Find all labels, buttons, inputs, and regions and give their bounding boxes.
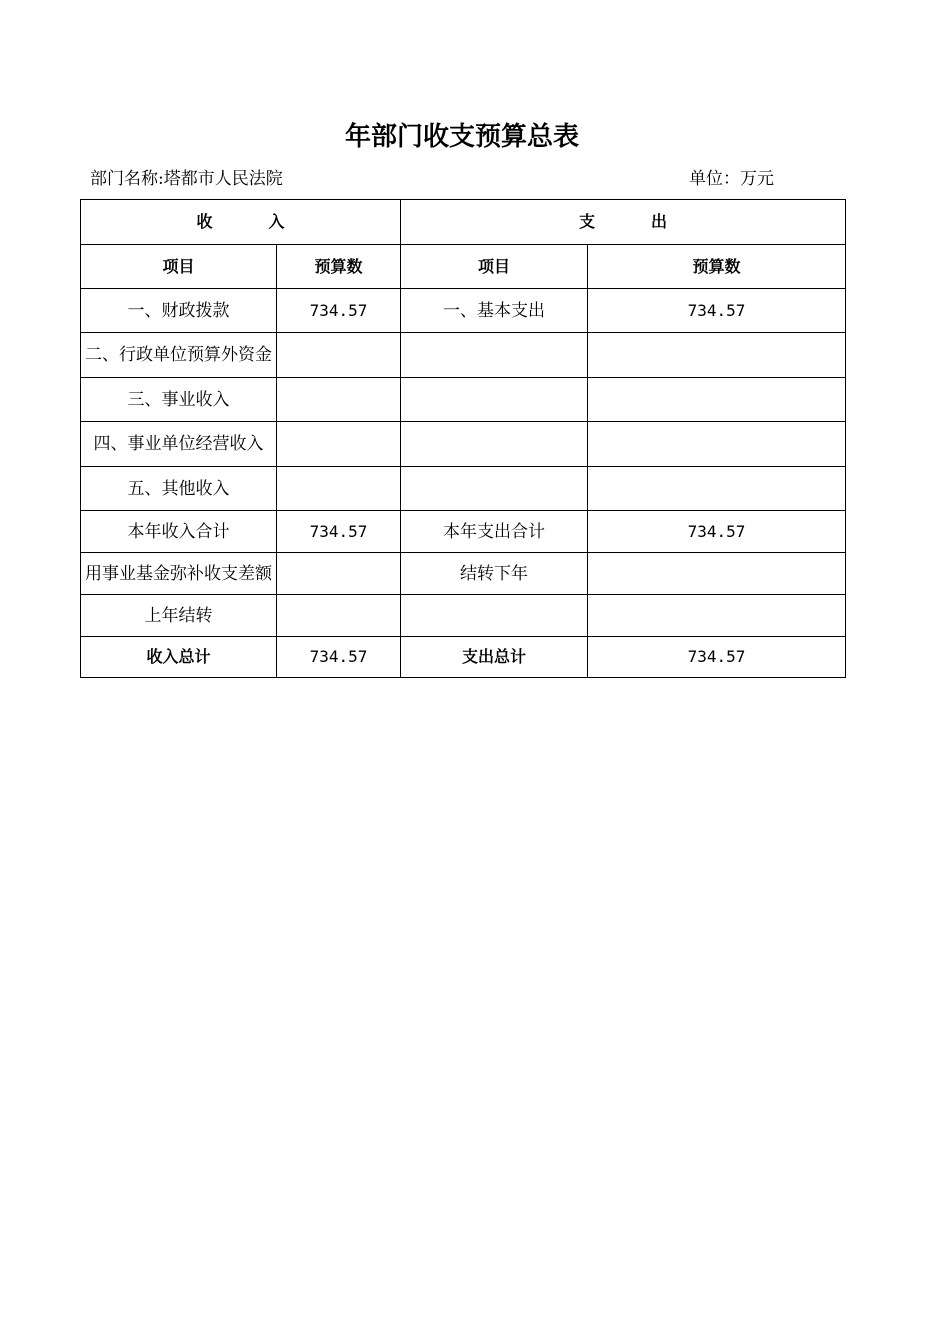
income-header-char-2: 入 bbox=[268, 212, 285, 231]
column-header-income-item: 项目 bbox=[81, 245, 277, 289]
expense-total-label: 支出总计 bbox=[401, 637, 588, 678]
expense-value-cell bbox=[588, 333, 846, 378]
income-header-char-1: 收 bbox=[196, 212, 213, 231]
income-item-cell: 四、事业单位经营收入 bbox=[81, 422, 277, 467]
table-row bbox=[81, 553, 846, 595]
expense-value-cell bbox=[588, 422, 846, 467]
unit-label: 单位：万元 bbox=[689, 169, 774, 189]
income-item-cell: 上年结转 bbox=[81, 595, 277, 637]
column-header-expense-item: 项目 bbox=[401, 245, 588, 289]
income-item-cell: 二、行政单位预算外资金 bbox=[81, 333, 277, 378]
expense-item-cell bbox=[401, 467, 588, 511]
income-total-value: 734.57 bbox=[277, 637, 401, 678]
income-value-cell bbox=[277, 595, 401, 637]
expense-item-cell bbox=[401, 378, 588, 422]
income-item-cell: 用事业基金弥补收支差额 bbox=[81, 553, 277, 595]
table-row bbox=[81, 289, 846, 333]
expense-section-header bbox=[401, 200, 846, 245]
expense-item-cell: 结转下年 bbox=[401, 553, 588, 595]
column-header-income-budget: 预算数 bbox=[277, 245, 401, 289]
totals-row bbox=[81, 637, 846, 678]
income-value-cell bbox=[277, 553, 401, 595]
page-title: 年部门收支预算总表 bbox=[344, 122, 579, 152]
expense-value-cell: 734.57 bbox=[588, 289, 846, 333]
column-header-row bbox=[81, 245, 846, 289]
expense-item-cell: 一、基本支出 bbox=[401, 289, 588, 333]
income-value-cell bbox=[277, 422, 401, 467]
income-value-cell bbox=[277, 467, 401, 511]
expense-value-cell bbox=[588, 553, 846, 595]
income-value-cell bbox=[277, 333, 401, 378]
section-header-row bbox=[81, 200, 846, 245]
column-header-expense-budget: 预算数 bbox=[588, 245, 846, 289]
table-row bbox=[81, 511, 846, 553]
table-row bbox=[81, 595, 846, 637]
income-item-cell: 三、事业收入 bbox=[81, 378, 277, 422]
income-value-cell: 734.57 bbox=[277, 511, 401, 553]
expense-total-value: 734.57 bbox=[588, 637, 846, 678]
expense-header-char-2: 出 bbox=[651, 212, 668, 231]
expense-value-cell: 734.57 bbox=[588, 511, 846, 553]
expense-value-cell bbox=[588, 595, 846, 637]
table-row bbox=[81, 333, 846, 378]
income-total-label: 收入总计 bbox=[81, 637, 277, 678]
budget-table bbox=[80, 199, 846, 678]
expense-header-char-1: 支 bbox=[578, 212, 595, 231]
expense-item-cell bbox=[401, 595, 588, 637]
expense-item-cell: 本年支出合计 bbox=[401, 511, 588, 553]
table-row bbox=[81, 467, 846, 511]
income-value-cell bbox=[277, 378, 401, 422]
income-section-header bbox=[81, 200, 401, 245]
expense-item-cell bbox=[401, 422, 588, 467]
expense-item-cell bbox=[401, 333, 588, 378]
table-row bbox=[81, 378, 846, 422]
income-item-cell: 一、财政拨款 bbox=[81, 289, 277, 333]
income-value-cell: 734.57 bbox=[277, 289, 401, 333]
expense-value-cell bbox=[588, 467, 846, 511]
income-item-cell: 本年收入合计 bbox=[81, 511, 277, 553]
table-row bbox=[81, 422, 846, 467]
department-name: 部门名称:塔都市人民法院 bbox=[90, 169, 283, 189]
expense-value-cell bbox=[588, 378, 846, 422]
income-item-cell: 五、其他收入 bbox=[81, 467, 277, 511]
